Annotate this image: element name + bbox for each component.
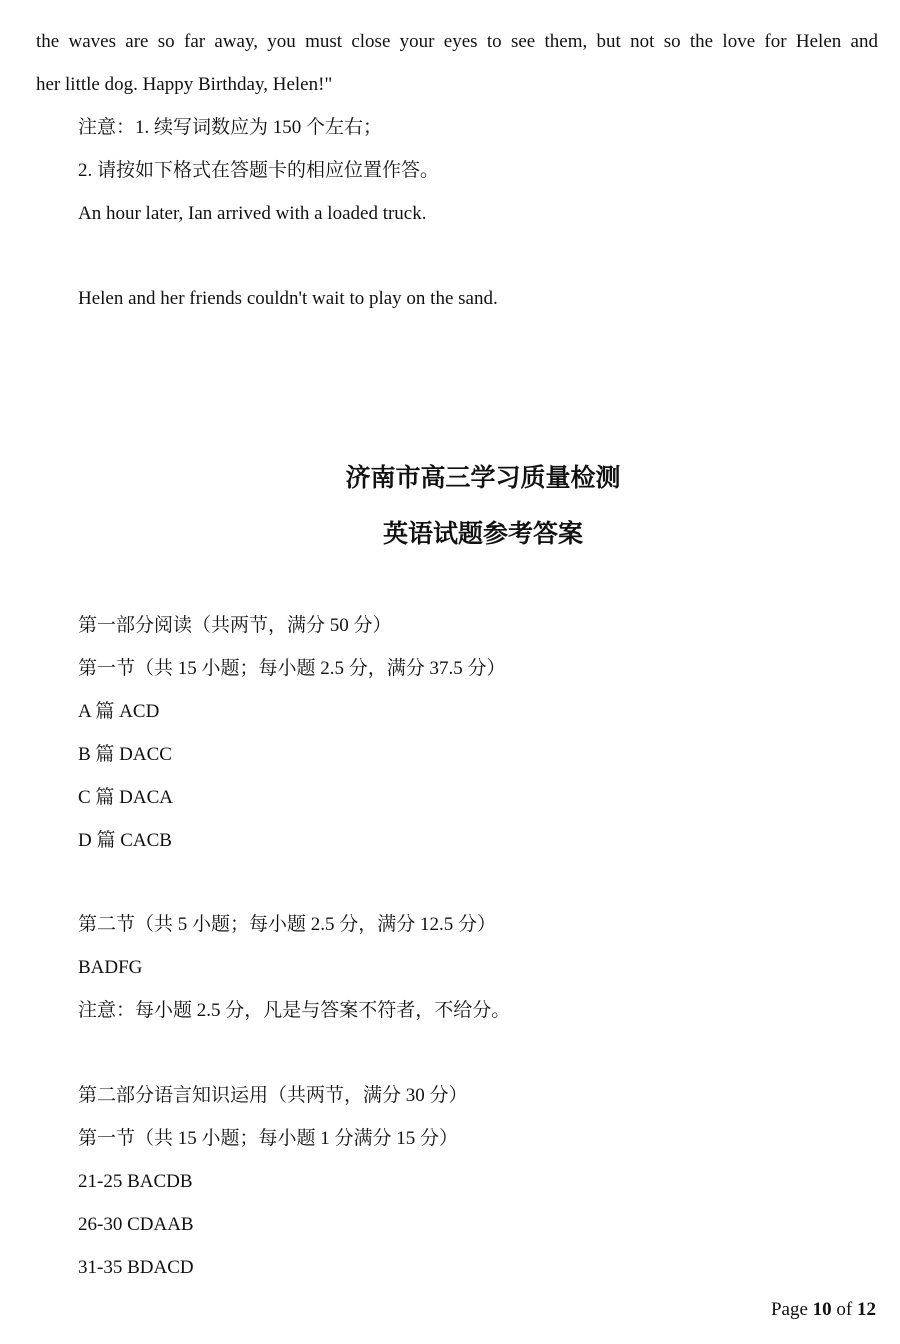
scoring-note: 注意：每小题 2.5 分，凡是与答案不符者，不给分。 — [78, 1000, 511, 1021]
starter-sentence-2: Helen and her friends couldn't wait to play on the sand. — [78, 288, 498, 309]
page-total: 12 — [857, 1299, 876, 1320]
part1-section1-heading: 第一节（共 15 小题；每小题 2.5 分，满分 37.5 分） — [78, 658, 506, 679]
part2-section1-heading: 第一节（共 15 小题；每小题 1 分满分 15 分） — [78, 1128, 459, 1149]
answer-line: A 篇 ACD — [78, 701, 160, 722]
answer-line: D 篇 CACB — [78, 830, 172, 851]
answer-key-title: 济南市高三学习质量检测 — [345, 463, 621, 492]
answer-line: B 篇 DACC — [78, 744, 172, 765]
answer-line: 26-30 CDAAB — [78, 1214, 194, 1235]
part1-heading: 第一部分阅读（共两节，满分 50 分） — [78, 615, 392, 636]
page-word: Page — [770, 1299, 808, 1320]
answer-line: 21-25 BACDB — [78, 1171, 193, 1192]
page-number — [771, 1298, 876, 1322]
answer-line: 31-35 BDACD — [78, 1257, 194, 1278]
answer-line: C 篇 DACA — [78, 787, 174, 808]
answer-key-subtitle: 英语试题参考答案 — [382, 519, 583, 548]
note-word-count: 注意：1. 续写词数应为 150 个左右； — [78, 117, 383, 138]
starter-sentence-1: An hour later, Ian arrived with a loaded truck. — [78, 203, 427, 224]
part1-section2-heading: 第二节（共 5 小题；每小题 2.5 分，满分 12.5 分） — [78, 914, 497, 935]
note-answer-format: 2. 请按如下格式在答题卡的相应位置作答。 — [78, 160, 440, 181]
answer-line: BADFG — [78, 957, 143, 978]
part2-heading: 第二部分语言知识运用（共两节，满分 30 分） — [78, 1085, 468, 1106]
continuation-line-2: her little dog. Happy Birthday, Helen!" — [36, 74, 333, 95]
of-word: of — [836, 1299, 853, 1320]
page-current: 10 — [812, 1299, 832, 1320]
continuation-line-1: the waves are so far away, you must close your eyes to see them, but not so the love for Helen and — [36, 31, 878, 52]
